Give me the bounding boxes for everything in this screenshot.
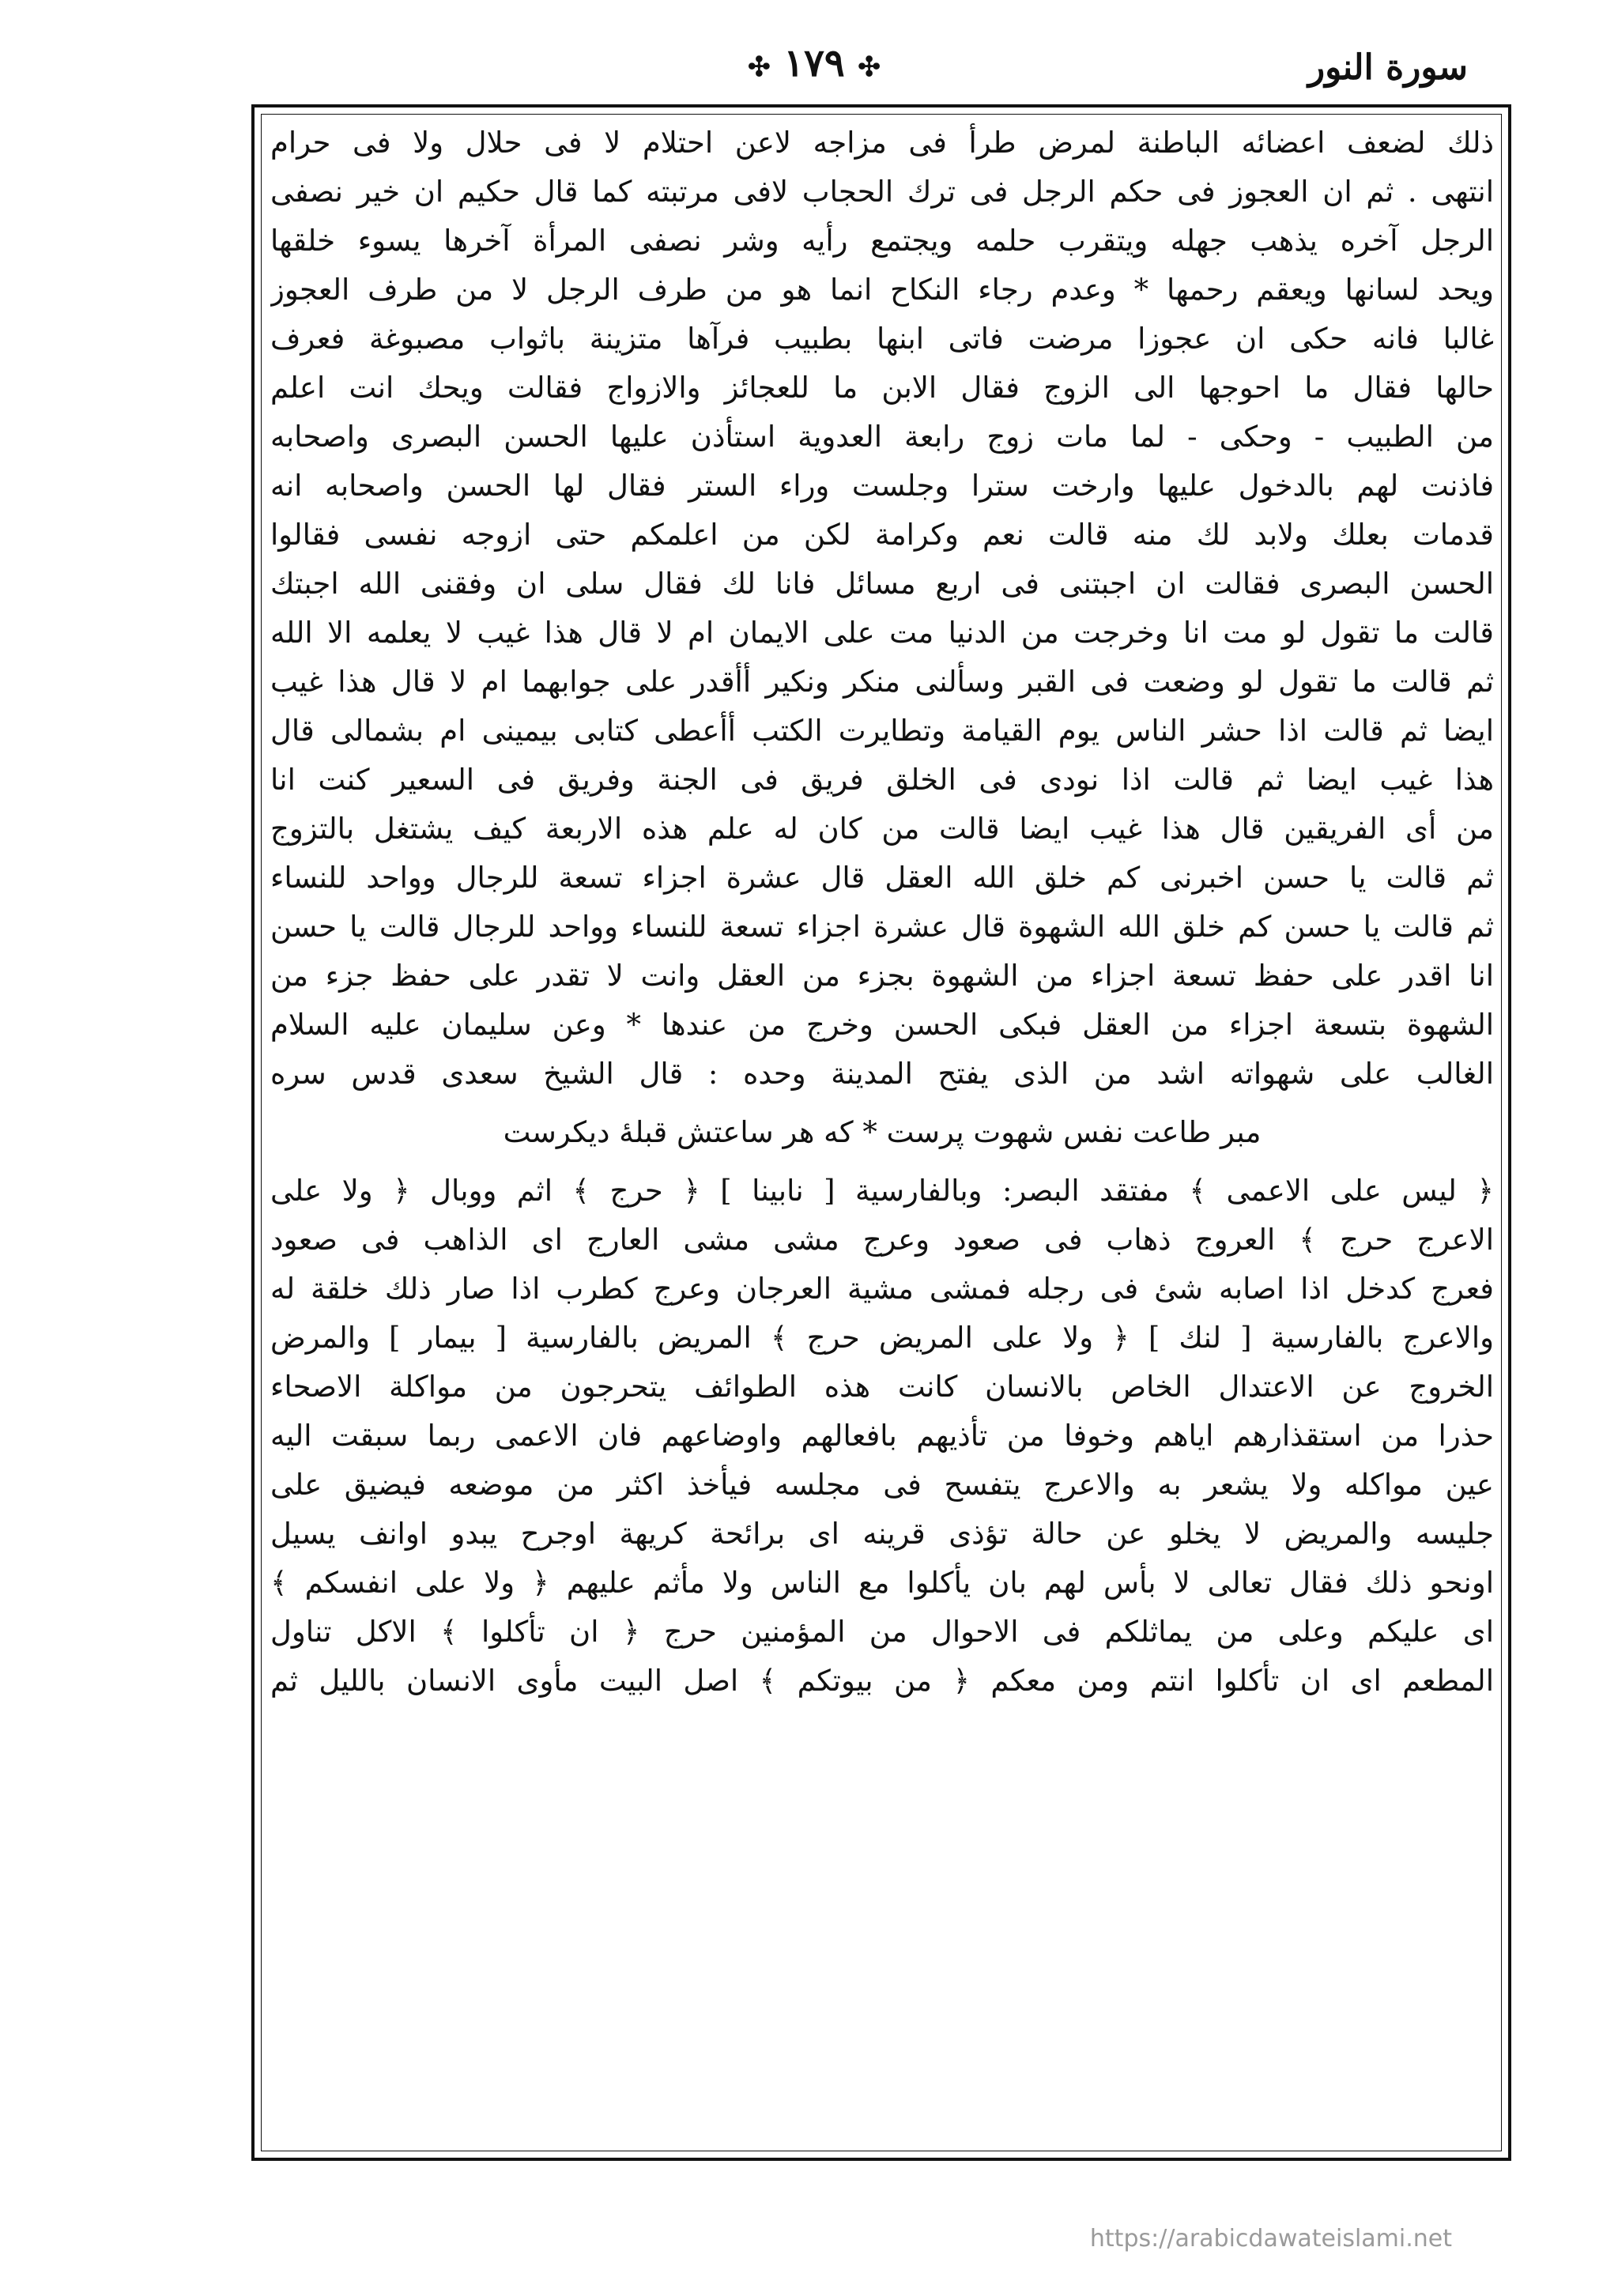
text-line: من الطبيب - وحكى - لما مات زوج رابعة العدوية استأذن عليها الحسن البصرى واصحابه bbox=[270, 420, 1494, 454]
page-number-block bbox=[711, 41, 917, 85]
page-header bbox=[0, 41, 1618, 112]
text-line: ثم قالت يا حسن اخبرنى كم خلق الله العقل قال عشرة اجزاء تسعة للرجال وواحد للنساء bbox=[270, 861, 1494, 895]
text-line: انتهى . ثم ان العجوز فى حكم الرجل فى ترك الحجاب لافى مرتبته كما قال حكيم ان خير نصفى bbox=[270, 175, 1494, 209]
ornament-left-icon: ✣ bbox=[748, 51, 771, 83]
page-number: ١٧٩ bbox=[783, 41, 845, 85]
text-line: والاعرج بالفارسية [ لنك ] ﴿ ولا على المريض حرج ﴾ المريض بالفارسية [ بيمار ] والمرض bbox=[270, 1321, 1494, 1355]
text-line: ايضا ثم قالت اذا حشر الناس يوم القيامة وتطايرت الكتب أأعطى كتابى بيمينى ام بشمالى قال bbox=[270, 714, 1494, 748]
text-line: ﴿ ليس على الاعمى ﴾ مفتقد البصر: وبالفارسية [ نابينا ] ﴿ حرج ﴾ اثم ووبال ﴿ ولا على bbox=[270, 1174, 1494, 1208]
text-line: الخروج عن الاعتدال الخاص بالانسان كانت هذه الطوائف يتحرجون من مواكلة الاصحاء bbox=[270, 1370, 1494, 1404]
surah-name: سورة النور bbox=[1307, 47, 1468, 88]
text-line: من أى الفريقين قال هذا غيب ايضا قالت من كان له علم هذه الاربعة كيف يشتغل بالتزوج bbox=[270, 812, 1494, 846]
text-line: ذلك لضعف اعضائه الباطنة لمرض طرأ فى مزاجه لاعن احتلام لا فى حلال ولا فى حرام bbox=[270, 126, 1494, 160]
text-line: هذا غيب ايضا ثم قالت اذا نودى فى الخلق فريق فى الجنة وفريق فى السعير كنت انا bbox=[270, 763, 1494, 797]
text-line: جليسه والمريض لا يخلو عن حالة تؤذى قرينه اى برائحة كريهة اوجرح يبدو اوانف يسيل bbox=[270, 1517, 1494, 1551]
text-line: غالبا فانه حكى ان عجوزا مرضت فاتى ابنها بطبيب فرآها متزينة باثواب مصبوغة فعرف bbox=[270, 322, 1494, 356]
text-line: قدمات بعلك ولابد لك منه قالت نعم وكرامة لكن من اعلمكم حتى ازوجه نفسى فقالوا bbox=[270, 518, 1494, 552]
text-line: حذرا من استقذارهم اياهم وخوفا من تأذيهم بافعالهم واوضاعهم فان الاعمى ربما سبقت اليه bbox=[270, 1419, 1494, 1453]
text-line: ويحد لسانها ويعقم رحمها * وعدم رجاء النكاح انما هو من طرف الرجل لا من طرف العجوز bbox=[270, 273, 1494, 307]
text-line: قالت ما تقول لو مت انا وخرجت من الدنيا مت على الايمان ام لا قال هذا غيب لا يعلمه الا الله bbox=[270, 616, 1494, 650]
text-line: الرجل آخره يذهب جهله ويتقرب حلمه ويجتمع رأيه وشر نصفى المرأة آخرها يسوء خلقها bbox=[270, 224, 1494, 258]
page-text bbox=[270, 119, 1494, 1706]
text-line: فاذنت لهم بالدخول عليها وارخت سترا وجلست وراء الستر فقال لها الحسن واصحابه انه bbox=[270, 469, 1494, 503]
text-line: الشهوة بتسعة اجزاء من العقل فبكى الحسن وخرج من عندها * وعن سليمان عليه السلام bbox=[270, 1008, 1494, 1042]
text-line: ثم قالت ما تقول لو وضعت فى القبر وسألنى منكر ونكير أأقدر على جوابهما ام لا قال هذا غيب bbox=[270, 665, 1494, 699]
text-line: الاعرج حرج ﴾ العروج ذهاب فى صعود وعرج مشى مشى العارج اى الذاهب فى صعود bbox=[270, 1223, 1494, 1257]
watermark-url: https://arabicdawateislami.net bbox=[1089, 2225, 1452, 2253]
text-line: حالها فقال ما احوجها الى الزوج فقال الابن ما للعجائز والازواج فقالت ويحك انت اعلم bbox=[270, 371, 1494, 405]
ornament-right-icon: ✣ bbox=[858, 51, 881, 83]
text-line: انا اقدر على حفظ تسعة اجزاء من الشهوة بجزء من العقل وانت لا تقدر على حفظ جزء من bbox=[270, 959, 1494, 993]
text-line: المطعم اى ان تأكلوا انتم ومن معكم ﴿ من بيوتكم ﴾ اصل البيت مأوى الانسان بالليل ثم bbox=[270, 1664, 1494, 1698]
text-line: فعرج كدخل اذا اصابه شئ فى رجله فمشى مشية العرجان وعرج كطرب اذا صار ذلك خلقة له bbox=[270, 1272, 1494, 1306]
text-line: اى عليكم وعلى من يماثلكم فى الاحوال من المؤمنين حرج ﴿ ان تأكلوا ﴾ الاكل تناول bbox=[270, 1615, 1494, 1649]
poetry-verse: مبر طاعت نفس شهوت پرست * كه هر ساعتش قبلهٔ ديكرست bbox=[503, 1115, 1262, 1149]
text-line: الحسن البصرى فقالت ان اجبتنى فى اربع مسائل فانا لك فقال سلى ان وفقنى الله اجبتك bbox=[270, 567, 1494, 601]
text-line: الغالب على شهواته اشد من الذى يفتح المدينة وحده : قال الشيخ سعدى قدس سره bbox=[270, 1057, 1494, 1091]
text-line: عين مواكله ولا يشعر به والاعرج يتفسح فى مجلسه فيأخذ اكثر من موضعه فيضيق على bbox=[270, 1468, 1494, 1502]
text-line: اونحو ذلك فقال تعالى لا بأس لهم بان يأكلوا مع الناس ولا مأثم عليهم ﴿ ولا على انفسكم ﴾ bbox=[270, 1566, 1494, 1600]
text-line: ثم قالت يا حسن كم خلق الله الشهوة قال عشرة اجزاء تسعة للنساء وواحد للرجال قالت يا حسن bbox=[270, 910, 1494, 944]
